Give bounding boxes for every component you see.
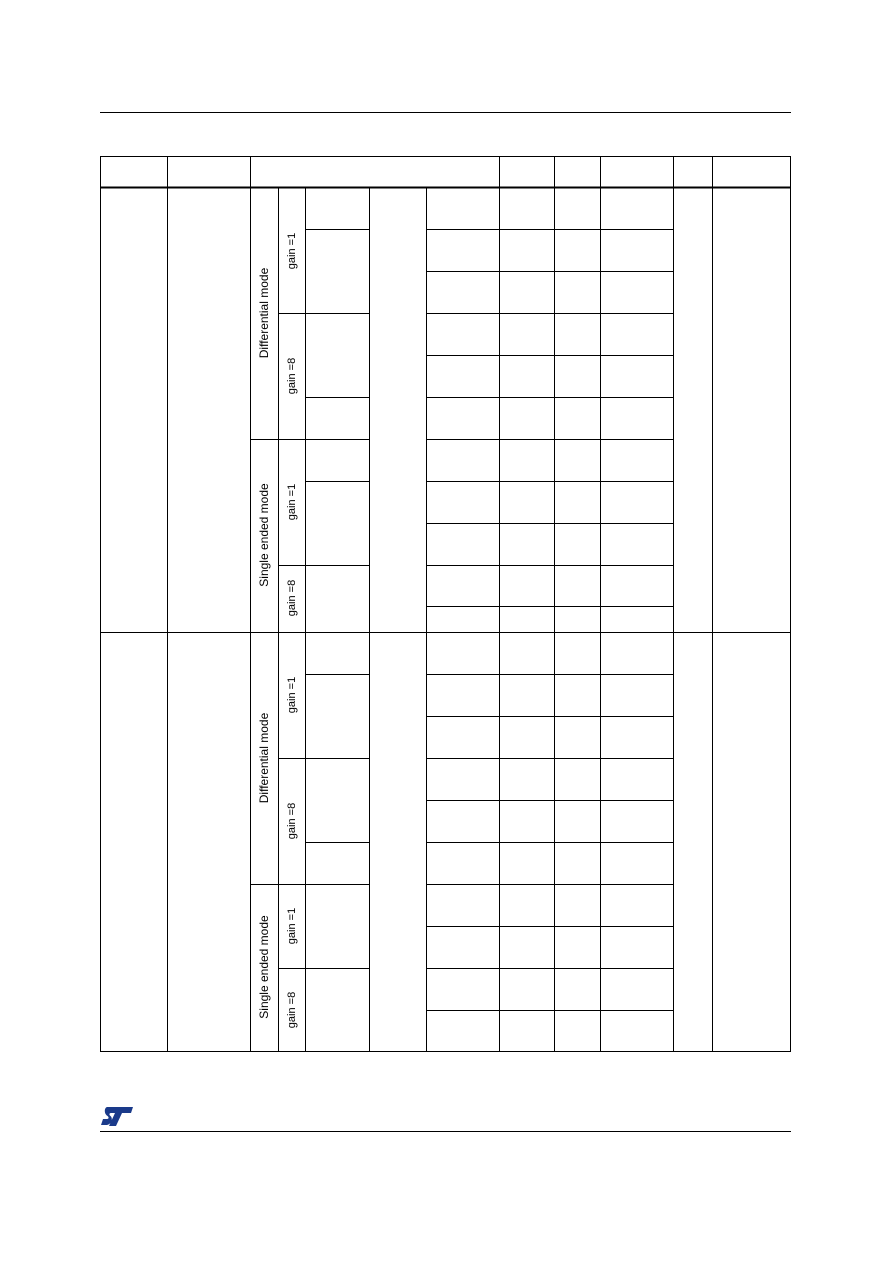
- group2-se-gain8-label: gain =8: [286, 991, 298, 1029]
- group2-diff-gain1-label: gain =1: [286, 676, 298, 714]
- group2-diff-gain8-label: gain =8: [286, 802, 298, 840]
- group1-single-ended-mode-label: Single ended mode: [257, 483, 271, 587]
- group2-differential-mode-label: Differential mode: [257, 712, 271, 804]
- group1-diff-gain8-label: gain =8: [286, 357, 298, 395]
- group1-se-gain8-label: gain =8: [286, 579, 298, 617]
- group1-se-gain1-label: gain =1: [286, 483, 298, 521]
- group1-differential-mode-label: Differential mode: [257, 267, 271, 359]
- st-logo-icon: [100, 1104, 134, 1128]
- group2-se-gain1-label: gain =1: [286, 907, 298, 945]
- footer-rule: [100, 1131, 791, 1132]
- group1-diff-gain1-label: gain =1: [286, 232, 298, 270]
- group2-single-ended-mode-label: Single ended mode: [257, 915, 271, 1019]
